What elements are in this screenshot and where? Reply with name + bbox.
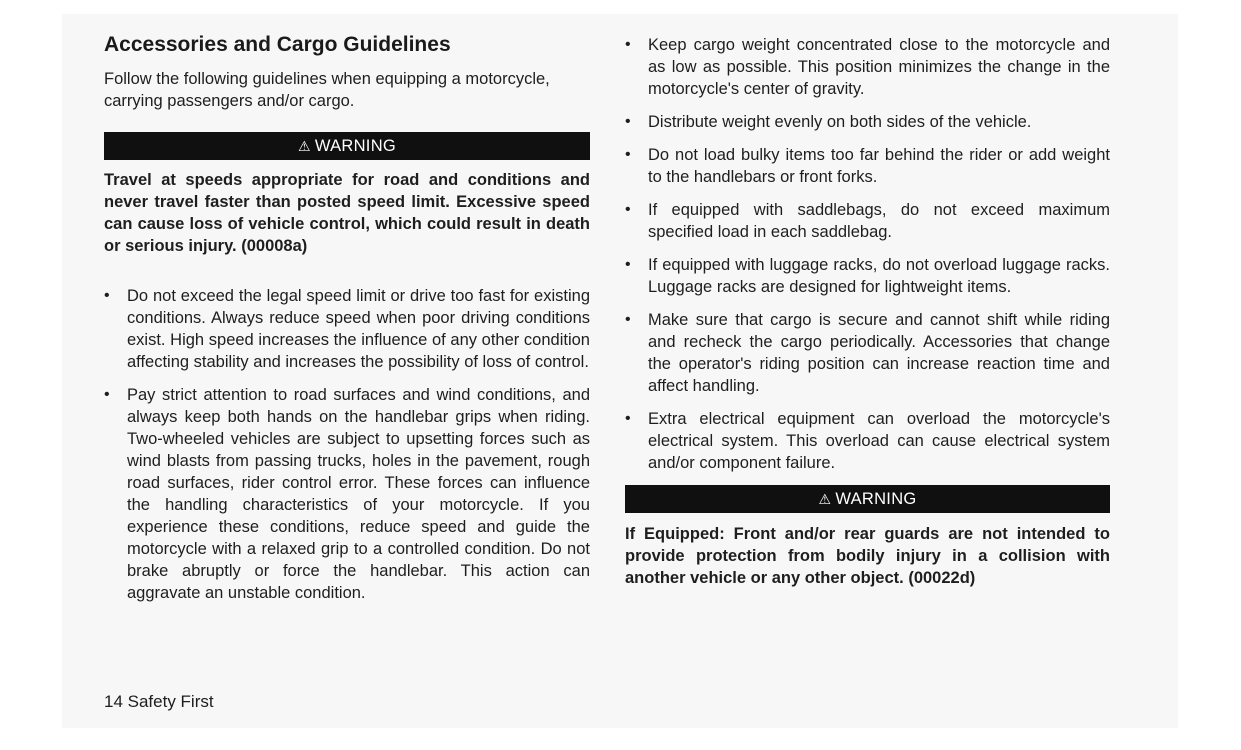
warning-text: If Equipped: Front and/or rear guards are not intended to provide protection from bodily injury in a collision with another vehicle or any other object. (00022d) [625, 525, 1110, 587]
bullet-icon: • [625, 36, 631, 53]
list-item: • Do not exceed the legal speed limit or drive too fast for existing conditions. Always reduce speed when poor driving conditions exist. High speed increases the influence of any other condition affecting stability and increases the possibility of loss of control. [104, 287, 590, 371]
list-item: • If equipped with saddlebags, do not exceed maximum specified load in each saddlebag. [625, 201, 1110, 241]
left-bullet-list [104, 285, 590, 604]
bullet-icon: • [625, 256, 631, 273]
warning-label: WARNING [835, 490, 917, 508]
left-column [104, 30, 590, 615]
page-footer: 14 Safety First [104, 692, 214, 711]
list-item: • Keep cargo weight concentrated close to the motorcycle and as low as possible. This position minimizes the change in the motorcycle's center of gravity. [625, 36, 1110, 98]
list-item: • Distribute weight evenly on both sides of the vehicle. [625, 113, 1032, 131]
list-item: • Make sure that cargo is secure and cannot shift while riding and recheck the cargo periodically. Accessories that change the operator's riding position can increase reaction time and affect handling. [625, 311, 1110, 395]
bullet-icon: • [625, 146, 631, 163]
list-item: • If equipped with luggage racks, do not overload luggage racks. Luggage racks are designed for lightweight items. [625, 256, 1110, 296]
list-item: • Pay strict attention to road surfaces and wind conditions, and always keep both hands on the handlebar grips when riding. Two-wheeled vehicles are subject to upsetting forces such as wind blasts from passing trucks, holes in the pavement, rough road surfaces, rider control error. These forces can influence the handling characteristics of your motorcycle. If you experience these conditions, reduce speed and guide the motorcycle with a relaxed grip to a controlled condition. Do not brake abruptly or force the handlebar. This action can aggravate an unstable condition. [104, 386, 590, 602]
bullet-icon: • [104, 287, 110, 304]
page-heading: Accessories and Cargo Guidelines [104, 33, 451, 56]
bullet-icon: • [104, 386, 110, 403]
bullet-icon: • [625, 410, 631, 427]
list-item: • Do not load bulky items too far behind the rider or add weight to the handlebars or front forks. [625, 146, 1110, 186]
warning-text: Travel at speeds appropriate for road and conditions and never travel faster than posted speed limit. Excessive speed can cause loss of vehicle control, which could result in death or serious injury. (00008a) [104, 171, 590, 255]
intro-paragraph: Follow the following guidelines when equipping a motorcycle, carrying passengers and/or cargo. [104, 70, 550, 110]
warning-banner [104, 132, 590, 160]
list-item: • Extra electrical equipment can overload the motorcycle's electrical system. This overload can cause electrical system and/or component failure. [625, 410, 1110, 472]
warning-banner [625, 485, 1110, 513]
right-column [625, 34, 1110, 589]
warning-triangle-icon: ⚠ [818, 491, 832, 507]
warning-label: WARNING [314, 137, 397, 155]
bullet-icon: • [625, 311, 631, 328]
warning-triangle-icon: ⚠ [297, 138, 311, 154]
bullet-icon: • [625, 113, 631, 130]
right-bullet-list [625, 34, 1110, 474]
bullet-icon: • [625, 201, 631, 218]
